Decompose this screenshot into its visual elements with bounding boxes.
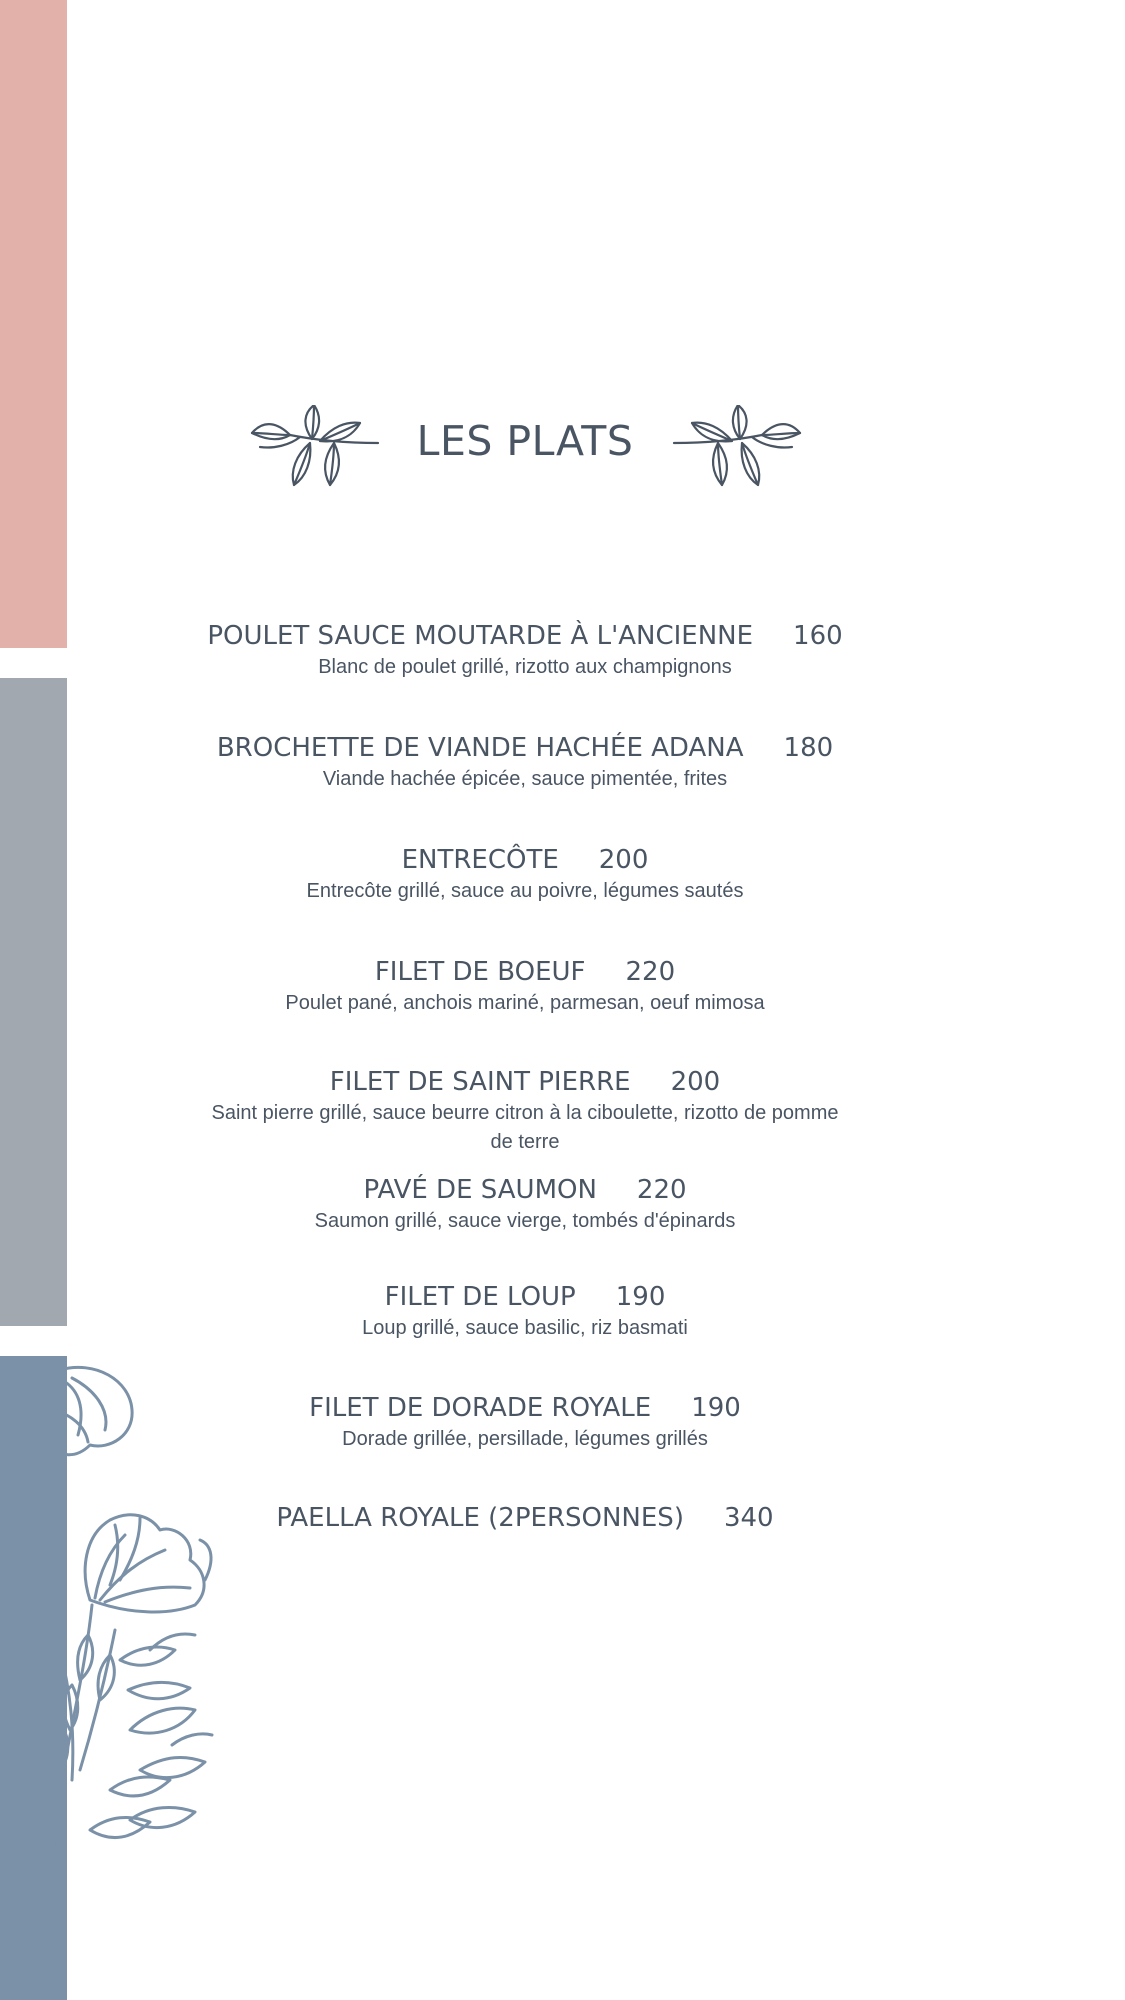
dish-item bbox=[150, 956, 900, 1018]
dish-item bbox=[150, 620, 900, 682]
dish-name: ENTRECÔTE bbox=[401, 845, 559, 875]
dish-price: 190 bbox=[691, 1393, 741, 1423]
leaf-sprig-icon bbox=[672, 405, 802, 491]
dish-price: 190 bbox=[615, 1282, 666, 1312]
dish-price: 220 bbox=[625, 957, 676, 987]
dish-price: 200 bbox=[598, 845, 649, 875]
dish-item bbox=[150, 1066, 900, 1157]
dish-item bbox=[150, 1392, 900, 1454]
leaf-sprig-icon bbox=[250, 405, 380, 491]
menu-header bbox=[0, 405, 1050, 485]
dish-price: 220 bbox=[636, 1175, 687, 1205]
dish-description: Saint pierre grillé, sauce beurre citron à la ciboulette, rizotto de pomme de terre bbox=[211, 1102, 839, 1153]
dish-name: FILET DE BOEUF bbox=[374, 957, 586, 987]
pink-side-band bbox=[0, 0, 67, 648]
dish-name: PAELLA ROYALE (2PERSONNES) bbox=[276, 1503, 684, 1533]
dish-item bbox=[150, 1174, 900, 1236]
dish-price: 180 bbox=[783, 733, 834, 763]
dish-name: PAVÉ DE SAUMON bbox=[363, 1175, 597, 1205]
dish-description: Dorade grillée, persillade, légumes grillés bbox=[342, 1428, 708, 1450]
dish-price: 200 bbox=[670, 1067, 721, 1097]
dish-description: Loup grillé, sauce basilic, riz basmati bbox=[362, 1317, 688, 1339]
dish-description: Viande hachée épicée, sauce pimentée, frites bbox=[322, 768, 728, 790]
dish-description: Blanc de poulet grillé, rizotto aux champignons bbox=[318, 656, 732, 678]
dish-name: FILET DE DORADE ROYALE bbox=[309, 1393, 652, 1423]
dish-description: Saumon grillé, sauce vierge, tombés d'épinards bbox=[314, 1210, 736, 1232]
dish-item bbox=[150, 1281, 900, 1343]
dish-name: FILET DE SAINT PIERRE bbox=[329, 1067, 631, 1097]
page-title: LES PLATS bbox=[416, 417, 634, 465]
gray-side-band bbox=[0, 678, 67, 1326]
dish-name: FILET DE LOUP bbox=[384, 1282, 576, 1312]
dish-description: Entrecôte grillé, sauce au poivre, légumes sautés bbox=[306, 880, 744, 902]
dish-description: Poulet pané, anchois mariné, parmesan, oeuf mimosa bbox=[285, 992, 765, 1014]
dish-item bbox=[150, 844, 900, 906]
dish-price: 160 bbox=[793, 621, 843, 651]
dish-price: 340 bbox=[723, 1503, 774, 1533]
dish-name: BROCHETTE DE VIANDE HACHÉE ADANA bbox=[216, 733, 744, 763]
dish-name: POULET SAUCE MOUTARDE À L'ANCIENNE bbox=[207, 621, 754, 651]
dish-item bbox=[150, 1502, 900, 1534]
dish-item bbox=[150, 732, 900, 794]
